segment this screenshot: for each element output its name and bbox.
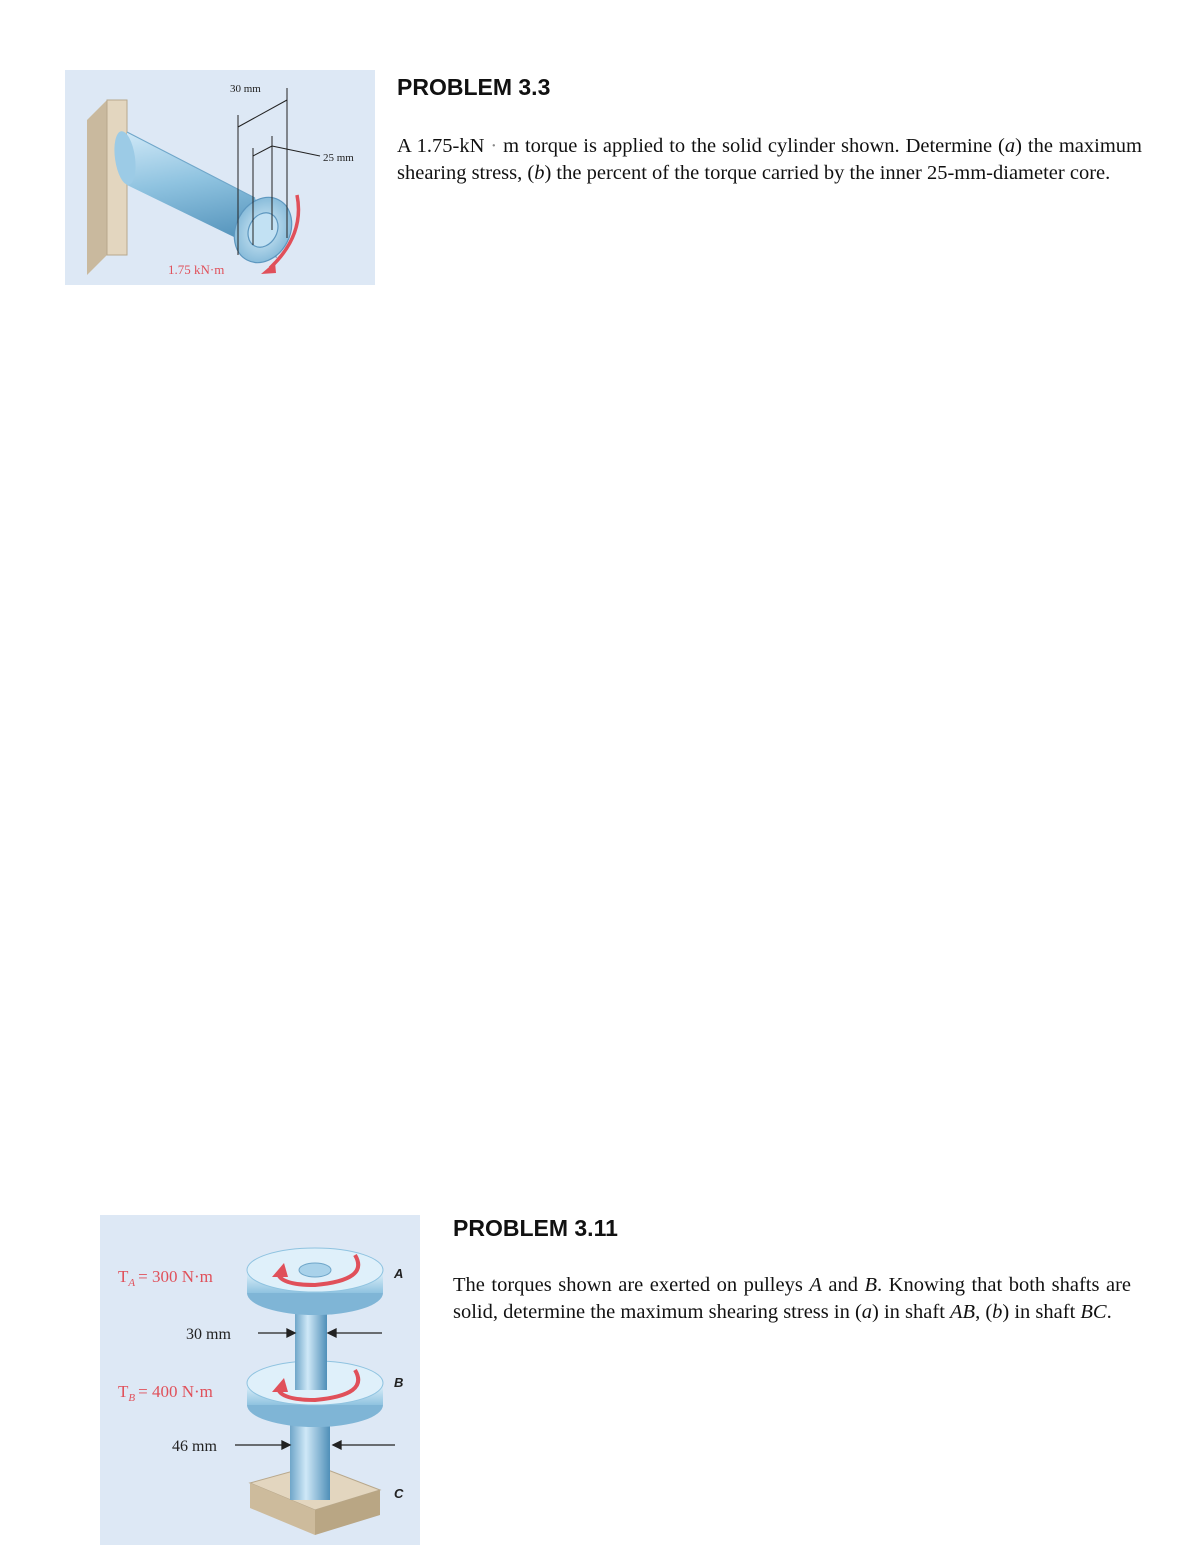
text-run: The torques shown are exerted on pulleys [453,1274,810,1296]
text-run: BC [1080,1301,1107,1323]
text-run: · [490,135,498,157]
problem-statement [397,133,1142,187]
torque-a-label [118,1267,213,1289]
problem-title: PROBLEM 3.11 [453,1215,618,1241]
wall-support [87,100,127,275]
shaft-ab-diameter-label: 30 mm [186,1326,231,1343]
text-run: AB [950,1301,976,1323]
torque-b-label [118,1382,213,1404]
text-run: . [1106,1301,1112,1323]
torque-b-symbol: T [118,1382,129,1401]
text-run: ) in shaft [872,1301,951,1323]
problem-statement [453,1272,1131,1326]
torque-a-symbol: T [118,1267,129,1286]
text-run: A [809,1274,822,1296]
outer-diameter-label: 30 mm [230,83,261,95]
core-diameter-label: 25 mm [323,152,354,164]
torque-a-value: = 300 N·m [138,1267,213,1286]
torque-a-subscript: A [128,1277,136,1289]
torque-b-subscript: B [128,1392,136,1404]
text-run: a [1004,135,1016,157]
shaft-bc-diameter-label: 46 mm [172,1438,217,1455]
text-run: ) in shaft [1002,1301,1081,1323]
text-run: A 1.75-kN [397,135,485,157]
figure-problem-3-11 [100,1215,420,1545]
torque-label: 1.75 kN·m [168,262,225,277]
figure-problem-3-3 [65,70,375,285]
point-b-label: B [394,1375,404,1390]
text-run: , ( [975,1301,993,1323]
text-run: ) the percent of the torque carried by the inner 25-mm-diameter core. [544,162,1111,184]
text-run: B [864,1274,878,1296]
text-run: . Knowing that both shafts are solid, determine the maximum shearing stress in ( [453,1274,1131,1323]
problem-title: PROBLEM 3.3 [397,74,551,100]
shaft-bc [290,1420,330,1500]
text-run: b [992,1301,1003,1323]
text-run: b [534,162,545,184]
point-a-label: A [394,1266,404,1281]
solid-cylinder [111,130,302,273]
point-c-label: C [394,1486,404,1501]
text-run: ) the maximum shearing stress, ( [397,135,1142,184]
text-run: and [821,1274,865,1296]
torque-b-value: = 400 N·m [138,1382,213,1401]
pulley-a [247,1248,383,1315]
text-run: m torque is applied to the solid cylinder shown. Determine ( [497,135,1005,157]
text-run: a [861,1301,873,1323]
